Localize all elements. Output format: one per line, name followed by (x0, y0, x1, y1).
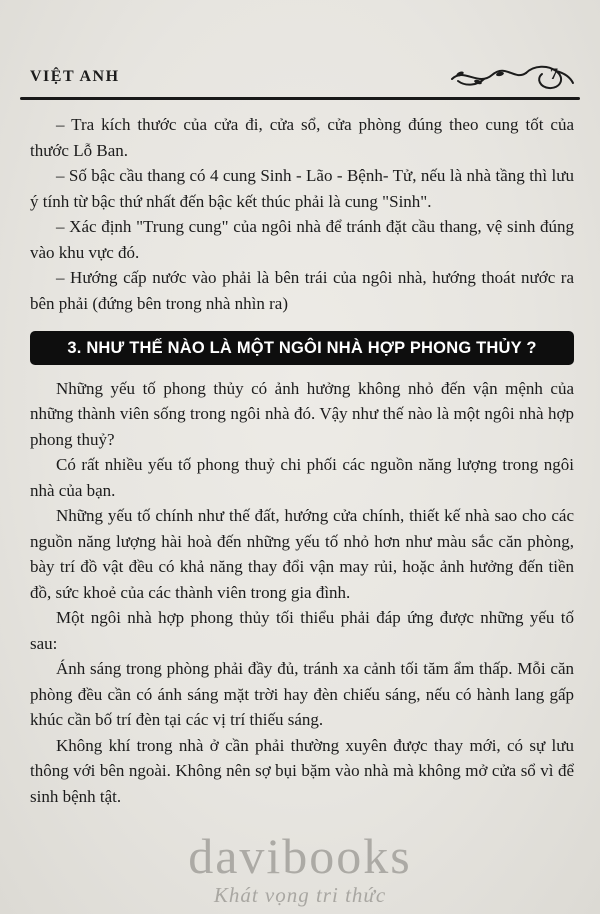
header-ornament (448, 61, 576, 93)
paragraph: Những yếu tố phong thủy có ảnh hưởng không nhỏ đến vận mệnh của những thành viên sống trong ngôi nhà đó. Vậy như thế nào là một ngôi nhà hợp phong thuỷ? (30, 378, 574, 449)
page-body (30, 112, 574, 809)
watermark-slogan: Khát vọng tri thức (213, 883, 387, 907)
running-title: VIỆT ANH (30, 68, 120, 85)
section-heading: 3. NHƯ THẾ NÀO LÀ MỘT NGÔI NHÀ HỢP PHONG THỦY ? (30, 331, 574, 365)
bullet-paragraph: – Xác định "Trung cung" của ngôi nhà để tránh đặt cầu thang, vệ sinh đúng vào khu vực đó. (30, 217, 574, 262)
watermark (0, 828, 600, 908)
paragraph: Những yếu tố chính như thế đất, hướng cửa chính, thiết kế nhà sao cho các nguồn năng lượng hài hoà đến những yếu tố nhỏ hơn như màu sắc căn phòng, bày trí đồ vật đều có khả năng thay đổi vận may rủi, hoặc ảnh hưởng đến tiền đồ, sức khoẻ của các thành viên trong gia đình. (30, 506, 574, 602)
paragraph: Ánh sáng trong phòng phải đầy đủ, tránh xa cảnh tối tăm ẩm thấp. Mỗi căn phòng đều cần có ánh sáng mặt trời hay đèn chiếu sáng, nếu có hành lang gấp khúc cần bố trí đèn tại các vị trí thiếu sáng. (30, 659, 574, 730)
paragraph: Có rất nhiều yếu tố phong thuỷ chi phối các nguồn năng lượng trong ngôi nhà của bạn. (30, 455, 574, 500)
bullet-paragraph: – Hướng cấp nước vào phải là bên trái của ngôi nhà, hướng thoát nước ra bên phải (đứng bên trong nhà nhìn ra) (30, 268, 574, 313)
paragraph: Không khí trong nhà ở cần phải thường xuyên được thay mới, có sự lưu thông với bên ngoài. Không nên sợ bụi bặm vào nhà mà không mở cửa sổ vì để sinh bệnh tật. (30, 735, 574, 806)
bullet-paragraph: – Tra kích thước của cửa đi, cửa sổ, cửa phòng đúng theo cung tốt của thước Lỗ Ban. (30, 115, 574, 160)
paragraph: Một ngôi nhà hợp phong thủy tối thiểu phải đáp ứng được những yếu tố sau: (30, 608, 574, 653)
watermark-brand: davibooks (188, 828, 412, 884)
page-header (30, 60, 576, 94)
bullet-paragraph: – Số bậc cầu thang có 4 cung Sinh - Lão - Bệnh- Tử, nếu là nhà tầng thì lưu ý tính từ bậc thứ nhất đến bậc kết thúc phải là cung "Sinh". (30, 166, 574, 211)
header-rule-divider (20, 97, 580, 100)
page-number: 7 (550, 66, 558, 83)
